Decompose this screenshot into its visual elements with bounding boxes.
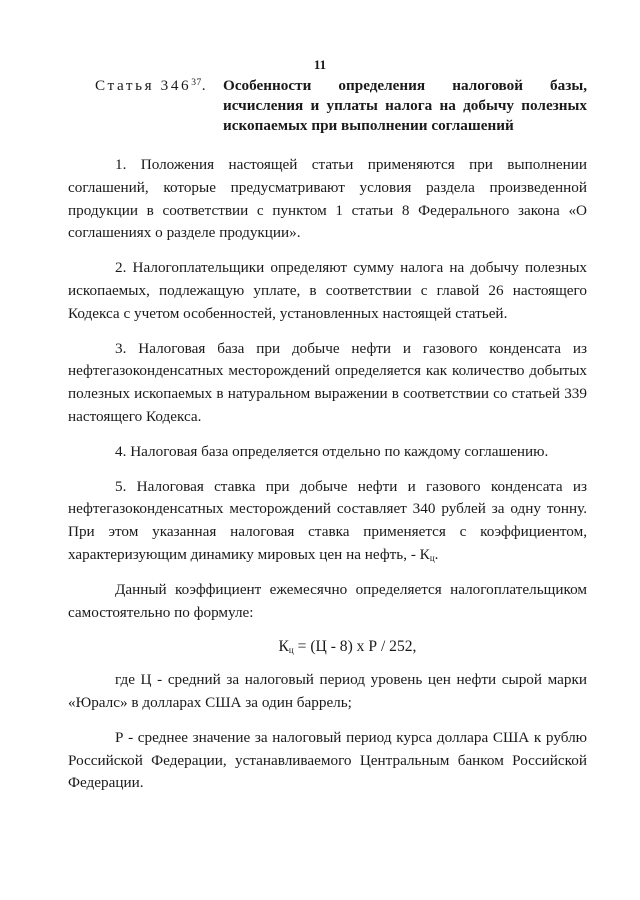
formula: [68, 636, 587, 659]
article-label-text: Статья 346: [95, 77, 192, 94]
formula-lhs: К: [278, 638, 289, 656]
article-title: Особенности определения налоговой базы, исчисления и уплаты налога на добычу полезных ископаемых при выполнении соглашений: [223, 77, 587, 134]
article-label: [95, 76, 223, 136]
article-body: [68, 154, 587, 807]
paragraph-7: где Ц - средний за налоговый период уровень цен нефти сырой марки «Юралс» в долларах США за один баррель;: [68, 671, 587, 711]
formula-rhs: = (Ц - 8) х Р / 252,: [293, 638, 417, 656]
article-label-suffix: .: [201, 77, 209, 94]
paragraph-4: 4. Налоговая база определяется отдельно по каждому соглашению.: [115, 442, 549, 460]
article-heading-row: [95, 76, 587, 136]
paragraph-5: [68, 476, 587, 567]
page-number: 11: [313, 57, 327, 72]
paragraph-3: 3. Налоговая база при добыче нефти и газового конденсата из нефтегазоконденсатных месторождений определяется как количество добытых полезных ископаемых в натуральном выражении в соответствии со статьей 339 настоящего Кодекса.: [68, 339, 587, 425]
formula-lhs-subscript: ц: [288, 645, 294, 656]
coefficient-subscript: ц: [429, 552, 435, 563]
paragraph-6: Данный коэффициент ежемесячно определяется налогоплательщиком самостоятельно по формуле:: [68, 580, 587, 621]
article-number-superscript: 37: [191, 78, 202, 88]
paragraph-1: 1. Положения настоящей статьи применяются при выполнении соглашений, которые предусматривают условия раздела произведенной продукции в соответствии с пунктом 1 статьи 8 Федерального закона «О соглашениях о разделе продукции».: [68, 156, 587, 242]
paragraph-5-end: .: [434, 545, 439, 563]
paragraph-5-text: 5. Налоговая ставка при добыче нефти и газового конденсата из нефтегазоконденсатных месторождений составляет 340 рублей за одну тонну. При этом указанная налоговая ставка применяется с коэффициентом, характеризующим динамику мировых цен на нефть, - К: [68, 477, 587, 563]
paragraph-2: 2. Налогоплательщики определяют сумму налога на добычу полезных ископаемых, подлежащую уплате, в соответствии с главой 26 настоящего Кодекса с учетом особенностей, установленных настоящей статьей.: [68, 259, 587, 322]
article-heading: [95, 76, 587, 136]
paragraph-8: Р - среднее значение за налоговый период курса доллара США к рублю Российской Федерации, устанавливаемого Центральным банком Российской Федерации.: [68, 728, 587, 792]
